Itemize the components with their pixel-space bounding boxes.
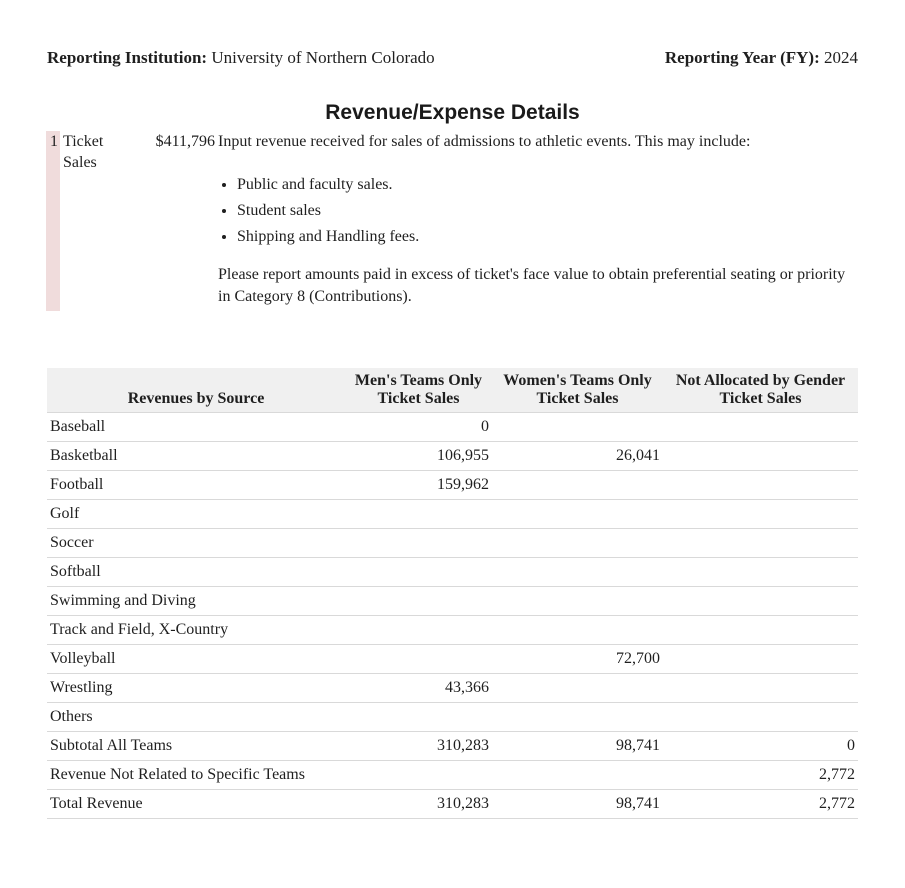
cell-men-ticket-sales: [345, 645, 492, 674]
table-row: [47, 529, 858, 558]
revenue-table: [47, 368, 858, 819]
table-row: [47, 761, 858, 790]
cell-not-allocated-ticket-sales: [663, 529, 858, 558]
cell-men-ticket-sales: [345, 761, 492, 790]
bullet-item: • Shipping and Handling fees.: [237, 226, 858, 247]
cell-women-ticket-sales: [492, 558, 663, 587]
cell-not-allocated-ticket-sales: [663, 587, 858, 616]
row-label: Others: [47, 703, 345, 732]
bullet-item: • Student sales: [237, 200, 858, 221]
revenue-table-head: [47, 368, 858, 413]
cell-not-allocated-ticket-sales: [663, 645, 858, 674]
page-title: Revenue/Expense Details: [325, 101, 580, 124]
column-header-revenues-by-source: Revenues by Source: [47, 390, 345, 413]
table-row: [47, 732, 858, 761]
row-label: Revenue Not Related to Specific Teams: [47, 761, 345, 790]
cell-men-ticket-sales: [345, 587, 492, 616]
item-name: Ticket Sales: [63, 133, 104, 171]
item-note: Please report amounts paid in excess of ticket's face value to obtain preferential seating or priority in Category 8 (Contributions).: [218, 266, 846, 305]
column-header-na-ticket-sales: Ticket Sales: [663, 390, 858, 413]
reporting-institution-value: University of Northern Colorado: [207, 48, 435, 67]
cell-women-ticket-sales: [492, 500, 663, 529]
cell-women-ticket-sales: [492, 761, 663, 790]
row-label: Basketball: [47, 442, 345, 471]
item-description: [215, 131, 858, 308]
row-label: Volleyball: [47, 645, 345, 674]
row-label: Wrestling: [47, 674, 345, 703]
cell-not-allocated-ticket-sales: [663, 413, 858, 442]
cell-not-allocated-ticket-sales: 2,772: [663, 761, 858, 790]
cell-men-ticket-sales: [345, 558, 492, 587]
cell-men-ticket-sales: [345, 500, 492, 529]
cell-men-ticket-sales: 0: [345, 413, 492, 442]
column-header-women-ticket-sales: Ticket Sales: [492, 390, 663, 413]
cell-not-allocated-ticket-sales: [663, 442, 858, 471]
item-number: 1: [50, 133, 58, 150]
row-label: Football: [47, 471, 345, 500]
cell-men-ticket-sales: 310,283: [345, 732, 492, 761]
cell-men-ticket-sales: 159,962: [345, 471, 492, 500]
cell-women-ticket-sales: [492, 413, 663, 442]
table-row: [47, 471, 858, 500]
row-label: Swimming and Diving: [47, 587, 345, 616]
row-label: Golf: [47, 500, 345, 529]
reporting-institution: [47, 47, 435, 68]
table-row: [47, 442, 858, 471]
item-bullet-list: [218, 174, 858, 247]
table-row: [47, 558, 858, 587]
item-row: [46, 131, 858, 308]
group-header-men: Men's Teams Only: [345, 368, 492, 390]
bullet-item: • Public and faculty sales.: [237, 174, 858, 195]
cell-women-ticket-sales: [492, 471, 663, 500]
cell-women-ticket-sales: [492, 529, 663, 558]
table-row: [47, 645, 858, 674]
item-amount: $411,796: [155, 133, 215, 150]
ticket-sales-item: [46, 131, 858, 308]
cell-men-ticket-sales: [345, 703, 492, 732]
cell-not-allocated-ticket-sales: [663, 674, 858, 703]
cell-not-allocated-ticket-sales: [663, 500, 858, 529]
row-label: Baseball: [47, 413, 345, 442]
row-label: Total Revenue: [47, 790, 345, 819]
table-row: [47, 790, 858, 819]
cell-not-allocated-ticket-sales: [663, 703, 858, 732]
cell-women-ticket-sales: [492, 616, 663, 645]
cell-women-ticket-sales: [492, 674, 663, 703]
row-label: Softball: [47, 558, 345, 587]
table-row: [47, 587, 858, 616]
cell-not-allocated-ticket-sales: [663, 616, 858, 645]
group-header-row: [47, 368, 858, 390]
cell-men-ticket-sales: [345, 616, 492, 645]
table-row: [47, 500, 858, 529]
cell-women-ticket-sales: 72,700: [492, 645, 663, 674]
revenue-table-body: [47, 413, 858, 819]
row-label: Soccer: [47, 529, 345, 558]
column-header-men-ticket-sales: Ticket Sales: [345, 390, 492, 413]
report-header: [47, 47, 858, 68]
cell-men-ticket-sales: 106,955: [345, 442, 492, 471]
reporting-year-label: Reporting Year (FY):: [664, 48, 820, 67]
group-header-women: Women's Teams Only: [492, 368, 663, 390]
table-row: [47, 413, 858, 442]
row-label: Subtotal All Teams: [47, 732, 345, 761]
reporting-year: [665, 47, 858, 68]
cell-men-ticket-sales: 310,283: [345, 790, 492, 819]
cell-women-ticket-sales: 98,741: [492, 790, 663, 819]
cell-men-ticket-sales: 43,366: [345, 674, 492, 703]
table-row: [47, 674, 858, 703]
reporting-institution-label: Reporting Institution:: [47, 48, 208, 67]
cell-not-allocated-ticket-sales: 0: [663, 732, 858, 761]
cell-men-ticket-sales: [345, 529, 492, 558]
column-header-row: [47, 390, 858, 413]
cell-women-ticket-sales: 26,041: [492, 442, 663, 471]
table-row: [47, 616, 858, 645]
group-header-not-allocated: Not Allocated by Gender: [663, 368, 858, 390]
row-label: Track and Field, X-Country: [47, 616, 345, 645]
cell-women-ticket-sales: [492, 703, 663, 732]
cell-women-ticket-sales: [492, 587, 663, 616]
cell-not-allocated-ticket-sales: [663, 471, 858, 500]
cell-not-allocated-ticket-sales: 2,772: [663, 790, 858, 819]
cell-women-ticket-sales: 98,741: [492, 732, 663, 761]
cell-not-allocated-ticket-sales: [663, 558, 858, 587]
group-header-empty: [47, 368, 345, 390]
item-description-intro: Input revenue received for sales of admissions to athletic events. This may include:: [218, 133, 751, 150]
table-row: [47, 703, 858, 732]
reporting-year-value: 2024: [819, 48, 858, 67]
